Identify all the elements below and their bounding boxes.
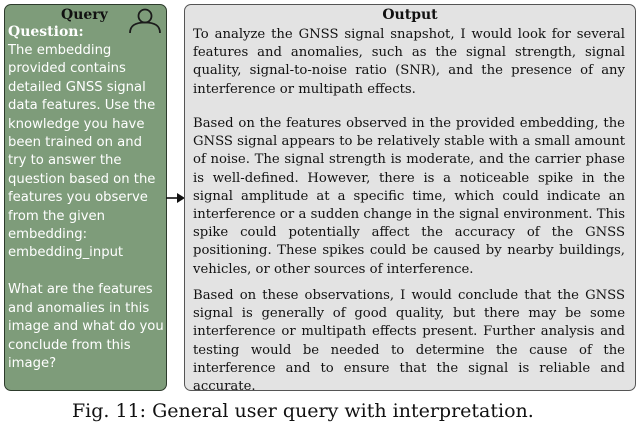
output-paragraph-2: Based on the features observed in the provided embedding, the GNSS signal appears to be relatively stable with a small amount of noise. The signal strength is moderate, and the carrier phase is well-defined. However, there is a noticeable spike in the signal amplitude at a specific time, which could indicate an interference or a sudden change in the signal environment. This spike could potentially affect the accuracy of the GNSS positioning. These spikes could be caused by nearby buildings, vehicles, or other sources of interference. <box>193 116 625 277</box>
output-title: Output <box>382 7 438 23</box>
output-paragraph-1: To analyze the GNSS signal snapshot, I would look for several features and anomalies, such as the signal strength, signal quality, signal-to-noise ratio (SNR), and the presence of any interference or multipath effects. <box>193 27 625 97</box>
user-icon <box>127 8 163 34</box>
question-text: The embedding provided contains detailed GNSS signal data features. Use the knowledge you have been trained on and try to answer the question based on the features you observe from the given embedding: embedding_input What are the features and anomalies in this image and what do you conclude from this image? <box>8 43 164 371</box>
arrow-right-icon <box>166 190 186 206</box>
figure-caption: Fig. 11: General user query with interpretation. <box>72 400 534 422</box>
output-paragraph-3: Based on these observations, I would conclude that the GNSS signal is generally of good quality, but there may be some interference or multipath effects present. Further analysis and testing would be needed to determine the cause of the interference and to ensure that the signal is reliable and accurate. <box>193 288 625 395</box>
output-panel <box>184 4 636 395</box>
query-panel <box>4 4 167 391</box>
query-title: Query <box>61 7 108 23</box>
question-label: Question: <box>8 24 84 40</box>
